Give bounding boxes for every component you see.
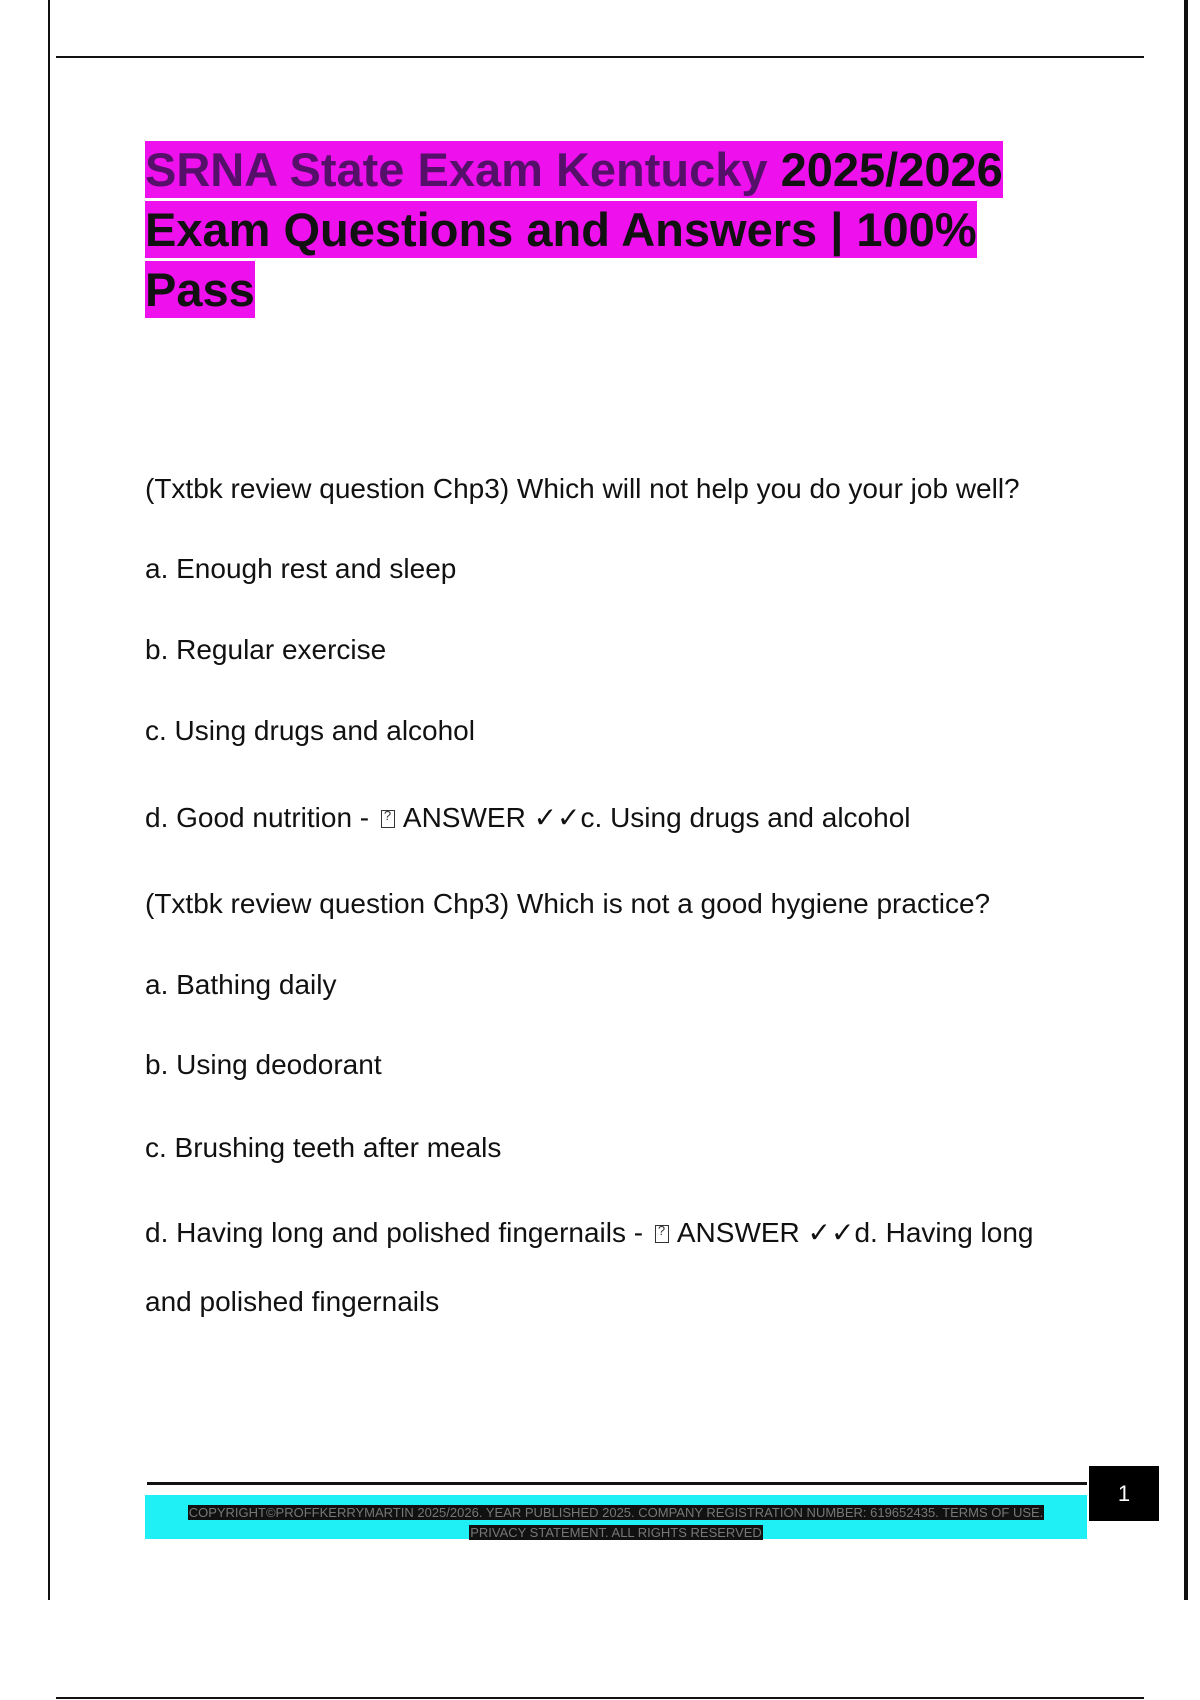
document-title: [145, 140, 1065, 320]
question-prompt: (Txtbk review question Chp3) Which is not a good hygiene practice?: [145, 888, 991, 919]
next-page-rule: [56, 1697, 1144, 1699]
copyright-footer: [145, 1495, 1087, 1539]
option-d-with-answer: [145, 1216, 1034, 1249]
page-number: 1: [1089, 1466, 1159, 1521]
footer-rule: [147, 1482, 1087, 1485]
option-b: b. Using deodorant: [145, 1049, 382, 1080]
copyright-line-1: COPYRIGHT©PROFFKERRYMARTIN 2025/2026. YEAR PUBLISHED 2025. COMPANY REGISTRATION NUMBER: 619652435. TERMS OF USE.: [188, 1505, 1044, 1520]
answer-text-continued: and polished fingernails: [145, 1286, 440, 1317]
option-b: b. Regular exercise: [145, 634, 387, 665]
option-c: c. Brushing teeth after meals: [145, 1132, 502, 1163]
missing-glyph-icon: [655, 1225, 669, 1243]
answer-text: c. Using drugs and alcohol: [580, 802, 911, 833]
title-part-2: 2025/2026 Exam Questions and Answers | 100% Pass: [145, 143, 1003, 316]
answer-marker: ANSWER ✓✓: [402, 802, 581, 833]
option-a: a. Enough rest and sleep: [145, 553, 457, 584]
question-prompt: (Txtbk review question Chp3) Which will not help you do your job well?: [145, 473, 1020, 504]
copyright-line-2: PRIVACY STATEMENT. ALL RIGHTS RESERVED: [470, 1525, 762, 1540]
page-border-right: [1184, 0, 1188, 1600]
option-d: d. Having long and polished fingernails -: [145, 1217, 644, 1248]
answer-marker: ANSWER ✓✓: [676, 1217, 855, 1248]
missing-glyph-icon: [381, 810, 395, 828]
option-d: d. Good nutrition -: [145, 802, 370, 833]
answer-text: d. Having long: [854, 1217, 1034, 1248]
title-part-1: SRNA State Exam Kentucky: [145, 143, 781, 196]
option-d-with-answer: [145, 801, 911, 834]
option-a: a. Bathing daily: [145, 969, 337, 1000]
option-c: c. Using drugs and alcohol: [145, 715, 475, 746]
header-rule: [56, 56, 1144, 58]
page-border-left: [48, 0, 50, 1600]
